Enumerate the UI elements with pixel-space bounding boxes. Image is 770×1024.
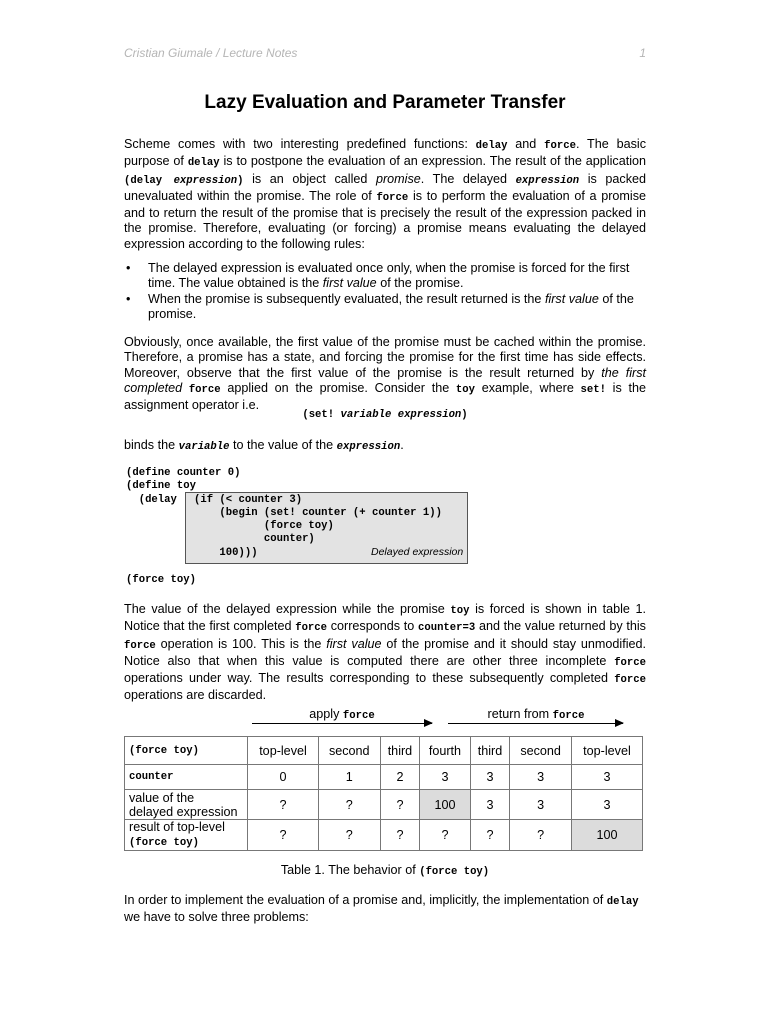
table-row: [125, 765, 643, 790]
binds-paragraph: binds the variable to the value of the expression.: [124, 438, 404, 453]
table-cell: ?: [510, 820, 572, 851]
table-cell: top-level: [248, 737, 319, 765]
table-cell: 1: [318, 765, 380, 790]
table-cell: ?: [380, 790, 420, 820]
code-line: (delay: [126, 494, 177, 506]
code-line: (if (< counter 3): [194, 494, 303, 506]
row-label: (force toy): [125, 737, 248, 765]
table-cell-result: 100: [571, 820, 642, 851]
table-cell: 3: [571, 765, 642, 790]
explanation-paragraph: The value of the delayed expression while the promise toy is forced is shown in table 1. Notice that the first completed force corresponds to counter=3 and the value returned by this force operation is 100. This is the first value of the promise and it should stay unmodified. Notice also that when this value is computed there are other three incomplete force operations under way. The results corresponding to these subsequently completed force operations are discarded.: [124, 602, 646, 703]
behavior-table: [124, 736, 643, 851]
page-title: Lazy Evaluation and Parameter Transfer: [204, 92, 566, 113]
apply-force-label: apply force: [309, 707, 375, 722]
table-cell: ?: [420, 820, 470, 851]
table-cell: 3: [470, 790, 510, 820]
set-syntax: (set! variable expression): [302, 409, 468, 421]
table-cell: second: [318, 737, 380, 765]
code-line: (begin (set! counter (+ counter 1)): [194, 507, 442, 519]
code-line: (define counter 0): [126, 467, 241, 479]
page-number: 1: [639, 46, 646, 60]
table-cell: ?: [318, 820, 380, 851]
table-row: [125, 737, 643, 765]
table-cell: fourth: [420, 737, 470, 765]
table-cell: third: [380, 737, 420, 765]
row-label: result of top-level (force toy): [125, 820, 248, 851]
delayed-expression-label: Delayed expression: [371, 546, 464, 558]
code-line: (define toy: [126, 480, 196, 492]
promise-state-paragraph: Obviously, once available, the first value of the promise must be cached within the promise. Therefore, a promise has a state, and forcing the promise for the first time has side effects. Moreover, observe that the first value of the promise is the result returned by the first completed force applied on the promise. Consider the toy example, where set! is the assignment operator i.e.: [124, 335, 646, 413]
rules-list: [124, 261, 646, 322]
table-cell: 3: [510, 790, 572, 820]
closing-paragraph: In order to implement the evaluation of a promise and, implicitly, the implementation of delay we have to solve three problems:: [124, 893, 639, 925]
row-label: value of the delayed expression: [125, 790, 248, 820]
return-force-label: return from force: [487, 707, 585, 722]
table-cell: 0: [248, 765, 319, 790]
row-label: counter: [125, 765, 248, 790]
code-line: counter): [194, 533, 315, 545]
code-line: (force toy): [194, 520, 334, 532]
table-cell: 3: [510, 765, 572, 790]
code-line: 100))): [194, 547, 258, 559]
table-cell: ?: [318, 790, 380, 820]
table-cell: third: [470, 737, 510, 765]
table-cell: ?: [380, 820, 420, 851]
table-cell: ?: [470, 820, 510, 851]
table-cell: ?: [248, 820, 319, 851]
table-cell: top-level: [571, 737, 642, 765]
apply-arrow: [252, 723, 432, 724]
running-header: Cristian Giumale / Lecture Notes: [124, 46, 298, 60]
table-cell: 3: [571, 790, 642, 820]
force-toy-call: (force toy): [126, 574, 196, 586]
table-row: [125, 790, 643, 820]
return-arrow: [448, 723, 623, 724]
table-cell: ?: [248, 790, 319, 820]
intro-paragraph: Scheme comes with two interesting predefined functions: delay and force. The basic purpose of delay is to postpone the evaluation of an expression. The result of the application (delay expression) is an object called promise. The delayed expression is packed unevaluated within the promise. The role of force is to perform the evaluation of a promise and to return the result of the promise that is precisely the result of the expression packed in the promise. Therefore, evaluating (or forcing) a promise means evaluating the delayed expression according to the following rules:: [124, 137, 647, 251]
list-item: • When the promise is subsequently evaluated, the result returned is the first value of the promise.: [124, 292, 646, 323]
table-caption: Table 1. The behavior of (force toy): [280, 863, 490, 878]
table-cell: 2: [380, 765, 420, 790]
table-cell-first-value: 100: [420, 790, 470, 820]
table-row: [125, 820, 643, 851]
list-item: • The delayed expression is evaluated once only, when the promise is forced for the first time. The value obtained is the first value of the promise.: [124, 261, 646, 292]
table-cell: second: [510, 737, 572, 765]
table-cell: 3: [420, 765, 470, 790]
table-cell: 3: [470, 765, 510, 790]
